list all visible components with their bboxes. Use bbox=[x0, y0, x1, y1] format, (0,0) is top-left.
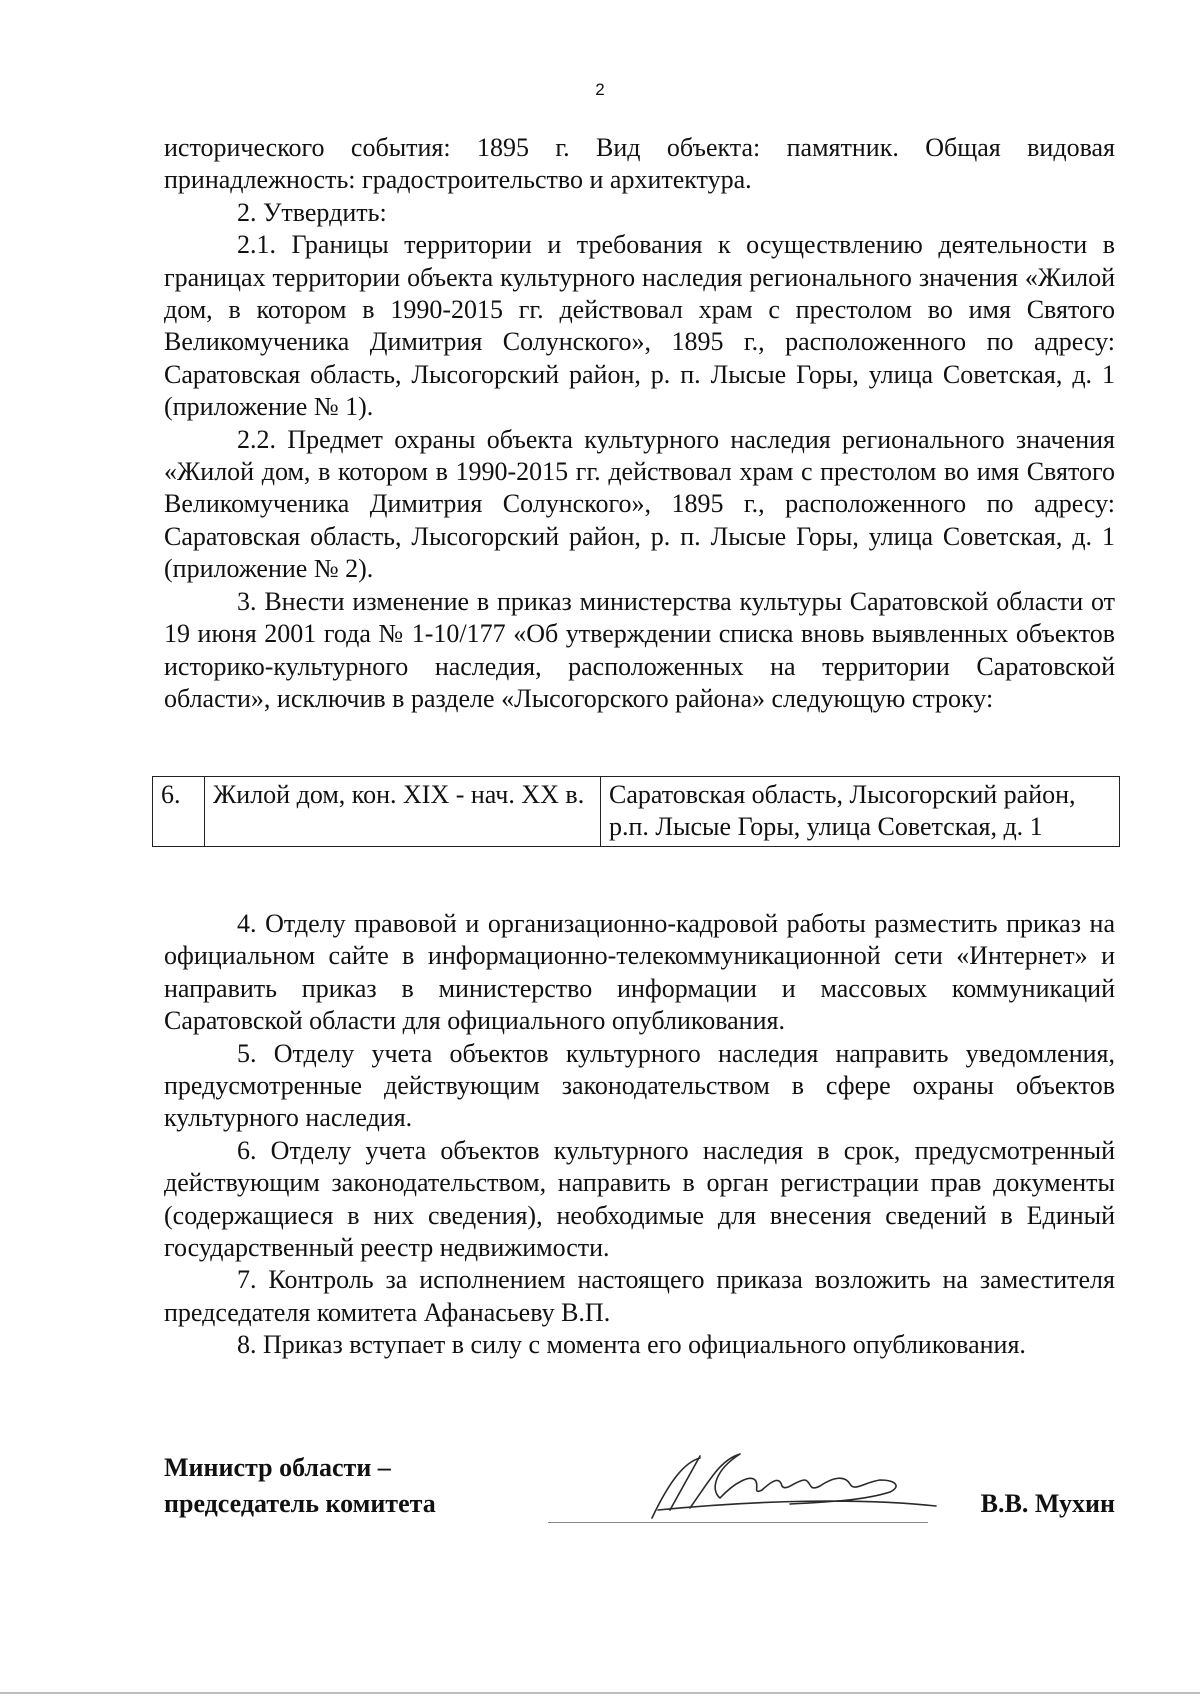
handwritten-signature bbox=[640, 1440, 940, 1530]
order-text-part-1 bbox=[164, 132, 1115, 715]
page-number: 2 bbox=[595, 80, 605, 99]
order-text-part-2 bbox=[164, 908, 1115, 1362]
row-number-cell: 6. bbox=[153, 777, 205, 847]
paragraph: 3. Внести изменение в приказ министерства культуры Саратовской области от 19 июня 2001 года № 1-10/177 «Об утверждении списка вновь выявленных объектов историко-культурного наследия, расположенных на территории Саратовской области», исключив в разделе «Лысогорского района» следующую строку: bbox=[164, 586, 1115, 713]
paragraph: 8. Приказ вступает в силу с момента его официального опубликования. bbox=[237, 1330, 1026, 1360]
paragraph: 7. Контроль за исполнением настоящего приказа возложить на заместителя председателя комитета Афанасьеву В.П. bbox=[164, 1265, 1115, 1327]
paragraph: 2.1. Границы территории и требования к осуществлению деятельности в границах территории объекта культурного наследия регионального значения «Жилой дом, в котором в 1990-2015 гг. действовал храм с престолом во имя Святого Великомученика Димитрия Солунского», 1895 г., расположенного по адресу: Саратовская область, Лысогорский район, р. п. Лысые Горы, улица Советская, д. 1 (приложение № 1). bbox=[164, 230, 1115, 422]
signer-position bbox=[164, 1450, 436, 1522]
signature-line bbox=[548, 1522, 928, 1523]
paragraph: 5. Отделу учета объектов культурного наследия направить уведомления, предусмотренные действующим законодательством в сфере охраны объектов культурного наследия. bbox=[164, 1038, 1115, 1133]
table-row bbox=[153, 777, 1120, 847]
paragraph: исторического события: 1895 г. Вид объекта: памятник. Общая видовая принадлежность: градостроительство и архитектура. bbox=[164, 133, 1115, 195]
signer-position-line-2: председатель комитета bbox=[164, 1489, 436, 1518]
excluded-row-table bbox=[152, 776, 1120, 847]
paragraph: 6. Отделу учета объектов культурного наследия в срок, предусмотренный действующим законодательством, направить в орган регистрации прав документы (содержащиеся в них сведения), необходимые для внесения сведений в Единый государственный реестр недвижимости. bbox=[164, 1135, 1115, 1263]
object-name-cell: Жилой дом, кон. XIX - нач. XX в. bbox=[205, 777, 601, 847]
paragraph: 2.2. Предмет охраны объекта культурного наследия регионального значения «Жилой дом, в котором в 1990-2015 гг. действовал храм с престолом во имя Святого Великомученика Димитрия Солунского», 1895 г., расположенного по адресу: Саратовская область, Лысогорский район, р. п. Лысые Горы, улица Советская, д. 1 (приложение № 2). bbox=[164, 424, 1115, 584]
paragraph: 2. Утвердить: bbox=[237, 197, 387, 227]
signer-name: В.В. Мухин bbox=[980, 1489, 1115, 1518]
object-address-cell: Саратовская область, Лысогорский район, р.п. Лысые Горы, улица Советская, д. 1 bbox=[601, 777, 1120, 847]
paragraph: 4. Отделу правовой и организационно-кадровой работы разместить приказ на официальном сайте в информационно-телекоммуникационной сети «Интернет» и направить приказ в министерство информации и массовых коммуникаций Саратовской области для официального опубликования. bbox=[164, 909, 1115, 1036]
signer-position-line-1: Министр области – bbox=[164, 1453, 391, 1482]
page-bottom-rule bbox=[0, 1692, 1200, 1694]
